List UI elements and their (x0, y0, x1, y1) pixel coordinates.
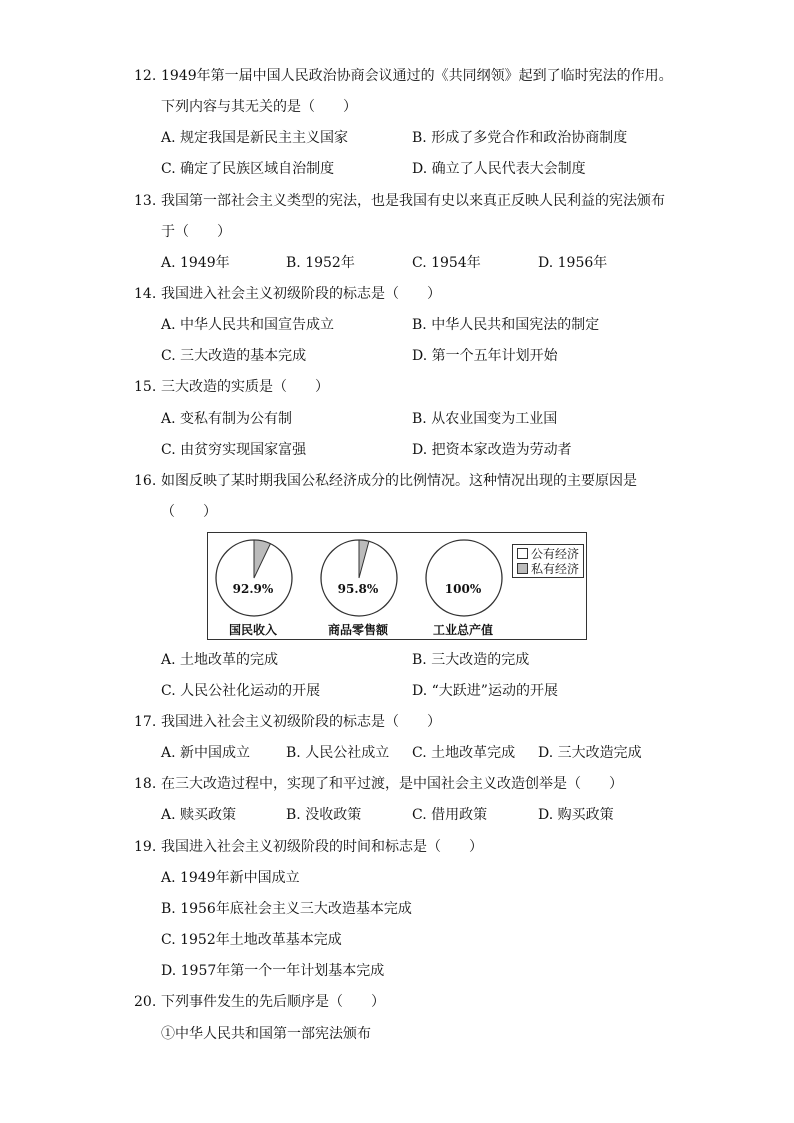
question-stem: 下列事件发生的先后顺序是（ ） (161, 994, 385, 1010)
question-stem: 我国进入社会主义初级阶段的标志是（ ） (161, 286, 441, 302)
option-a: A. 中华人民共和国宣告成立 (161, 317, 335, 333)
pie-value-label: 92.9% (232, 582, 274, 596)
question-number: 19. (134, 839, 157, 855)
option-b: B. 人民公社成立 (286, 745, 390, 761)
option-b: B. 形成了多党合作和政治协商制度 (412, 130, 628, 146)
question-stem: （ ） (161, 504, 217, 520)
option-c: C. 三大改造的基本完成 (161, 348, 307, 364)
option-b: B. 没收政策 (286, 807, 362, 823)
option-c: C. 1952年土地改革基本完成 (161, 932, 342, 948)
question-stem: 三大改造的实质是（ ） (161, 379, 329, 395)
option-d: D. 购买政策 (538, 807, 614, 823)
option-b: B. 从农业国变为工业国 (412, 411, 558, 427)
question-number: 18. (134, 776, 157, 792)
option-d: D. “大跃进”运动的开展 (412, 683, 558, 699)
legend-label: 私有经济 (531, 562, 580, 576)
option-c: C. 土地改革完成 (412, 745, 516, 761)
option-d: D. 1957年第一个一年计划基本完成 (161, 963, 385, 979)
question-number: 13. (134, 193, 157, 209)
option-a: A. 新中国成立 (161, 745, 251, 761)
option-a: A. 变私有制为公有制 (161, 411, 293, 427)
question-stem: 1949年第一届中国人民政治协商会议通过的《共同纲领》起到了临时宪法的作用。 (161, 68, 673, 84)
question-number: 16. (134, 473, 157, 489)
option-a: A. 1949年 (161, 255, 230, 271)
pie-value-label: 100% (444, 582, 482, 596)
question-stem: 在三大改造过程中，实现了和平过渡，是中国社会主义改造创举是（ ） (161, 776, 623, 792)
option-a: A. 土地改革的完成 (161, 652, 279, 668)
question-stem: 我国第一部社会主义类型的宪法，也是我国有史以来真正反映人民利益的宪法颁布 (161, 193, 665, 209)
option-c: C. 由贫穷实现国家富强 (161, 442, 307, 458)
option-d: D. 三大改造完成 (538, 745, 642, 761)
option-d: D. 把资本家改造为劳动者 (412, 442, 572, 458)
pie-public-slice (426, 540, 502, 616)
option-c: C. 1954年 (412, 255, 481, 271)
legend-item-private (517, 562, 579, 576)
option-c: C. 借用政策 (412, 807, 488, 823)
legend-swatch-public (517, 548, 528, 559)
legend-swatch-private (517, 563, 528, 574)
question-stem: 我国进入社会主义初级阶段的时间和标志是（ ） (161, 839, 483, 855)
question-number: 20. (134, 994, 157, 1010)
question-stem: 我国进入社会主义初级阶段的标志是（ ） (161, 714, 441, 730)
option-b: B. 中华人民共和国宪法的制定 (412, 317, 600, 333)
pie-category-label: 国民收入 (228, 623, 277, 637)
option-d: D. 1956年 (538, 255, 608, 271)
question-number: 14. (134, 286, 157, 302)
option-c: C. 确定了民族区域自治制度 (161, 161, 335, 177)
question-number: 15. (134, 379, 157, 395)
legend-label: 公有经济 (531, 547, 580, 561)
option-a: A. 赎买政策 (161, 807, 237, 823)
question-stem: 于（ ） (161, 224, 231, 240)
question-stem: 如图反映了某时期我国公私经济成分的比例情况。这种情况出现的主要原因是 (161, 473, 637, 489)
question-stem: 下列内容与其无关的是（ ） (161, 99, 357, 115)
option-d: D. 第一个五年计划开始 (412, 348, 558, 364)
legend-item-public (517, 547, 579, 561)
option-b: B. 三大改造的完成 (412, 652, 530, 668)
question-number: 17. (134, 714, 157, 730)
option-a: A. 规定我国是新民主主义国家 (161, 130, 349, 146)
list-item: ①中华人民共和国第一部宪法颁布 (161, 1026, 371, 1042)
option-b: B. 1956年底社会主义三大改造基本完成 (161, 901, 412, 917)
option-c: C. 人民公社化运动的开展 (161, 683, 321, 699)
pie-category-label: 商品零售额 (327, 623, 388, 637)
chart-legend (512, 544, 584, 578)
pie-value-label: 95.8% (337, 582, 379, 596)
option-b: B. 1952年 (286, 255, 355, 271)
option-a: A. 1949年新中国成立 (161, 870, 300, 886)
pie-category-label: 工业总产值 (432, 623, 493, 637)
question-number: 12. (134, 68, 157, 84)
option-d: D. 确立了人民代表大会制度 (412, 161, 586, 177)
